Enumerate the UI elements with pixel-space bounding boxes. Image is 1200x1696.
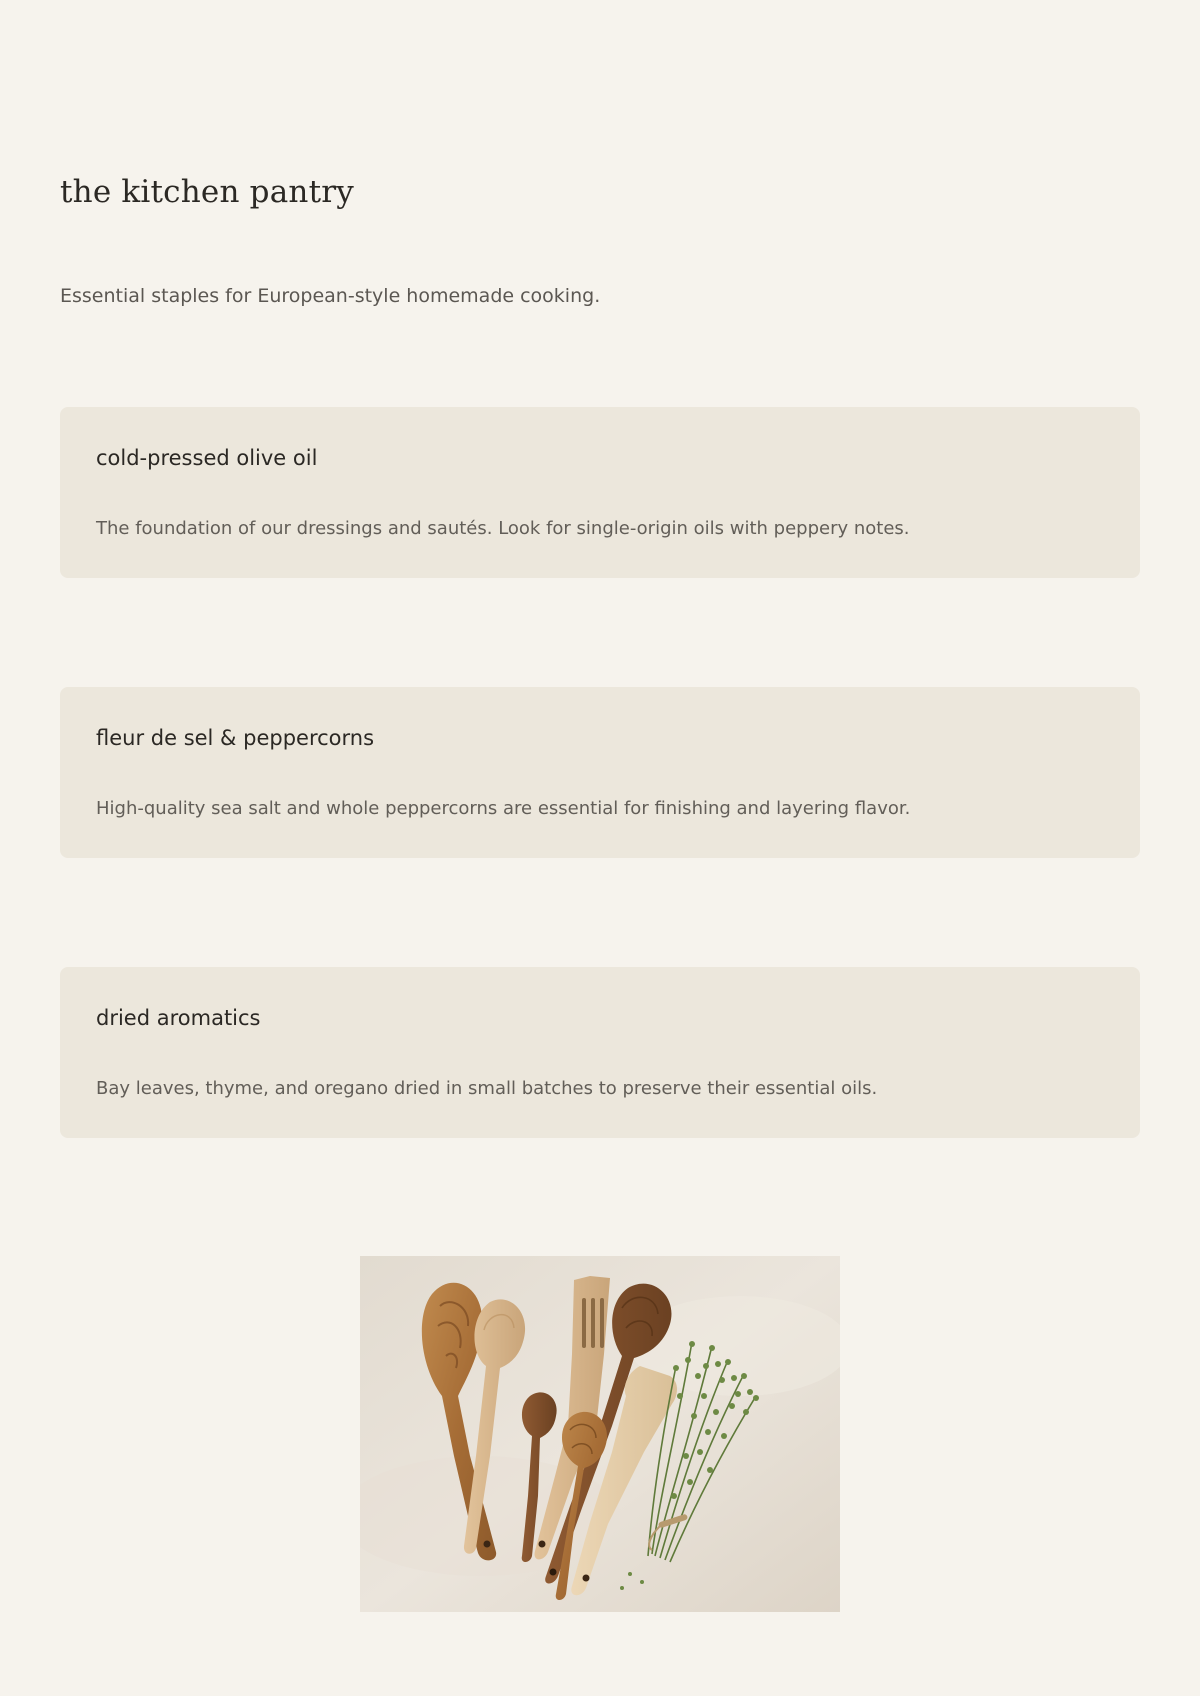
page-title: the kitchen pantry xyxy=(60,174,354,210)
pantry-card-aromatics xyxy=(60,967,1140,1138)
pantry-card-olive-oil xyxy=(60,407,1140,578)
pantry-card-title: fleur de sel & peppercorns xyxy=(96,726,375,750)
pantry-card-description: High-quality sea salt and whole peppercorns are essential for finishing and layering flavor. xyxy=(96,798,911,819)
pantry-card-description: Bay leaves, thyme, and oregano dried in small batches to preserve their essential oils. xyxy=(96,1078,878,1099)
page-intro: Essential staples for European-style homemade cooking. xyxy=(60,285,601,307)
pantry-card-title: cold-pressed olive oil xyxy=(96,446,318,470)
pantry-card-salt-pepper xyxy=(60,687,1140,858)
wooden-utensils-image xyxy=(360,1256,840,1612)
pantry-card-description: The foundation of our dressings and sautés. Look for single-origin oils with peppery notes. xyxy=(96,518,910,539)
pantry-card-title: dried aromatics xyxy=(96,1006,261,1030)
